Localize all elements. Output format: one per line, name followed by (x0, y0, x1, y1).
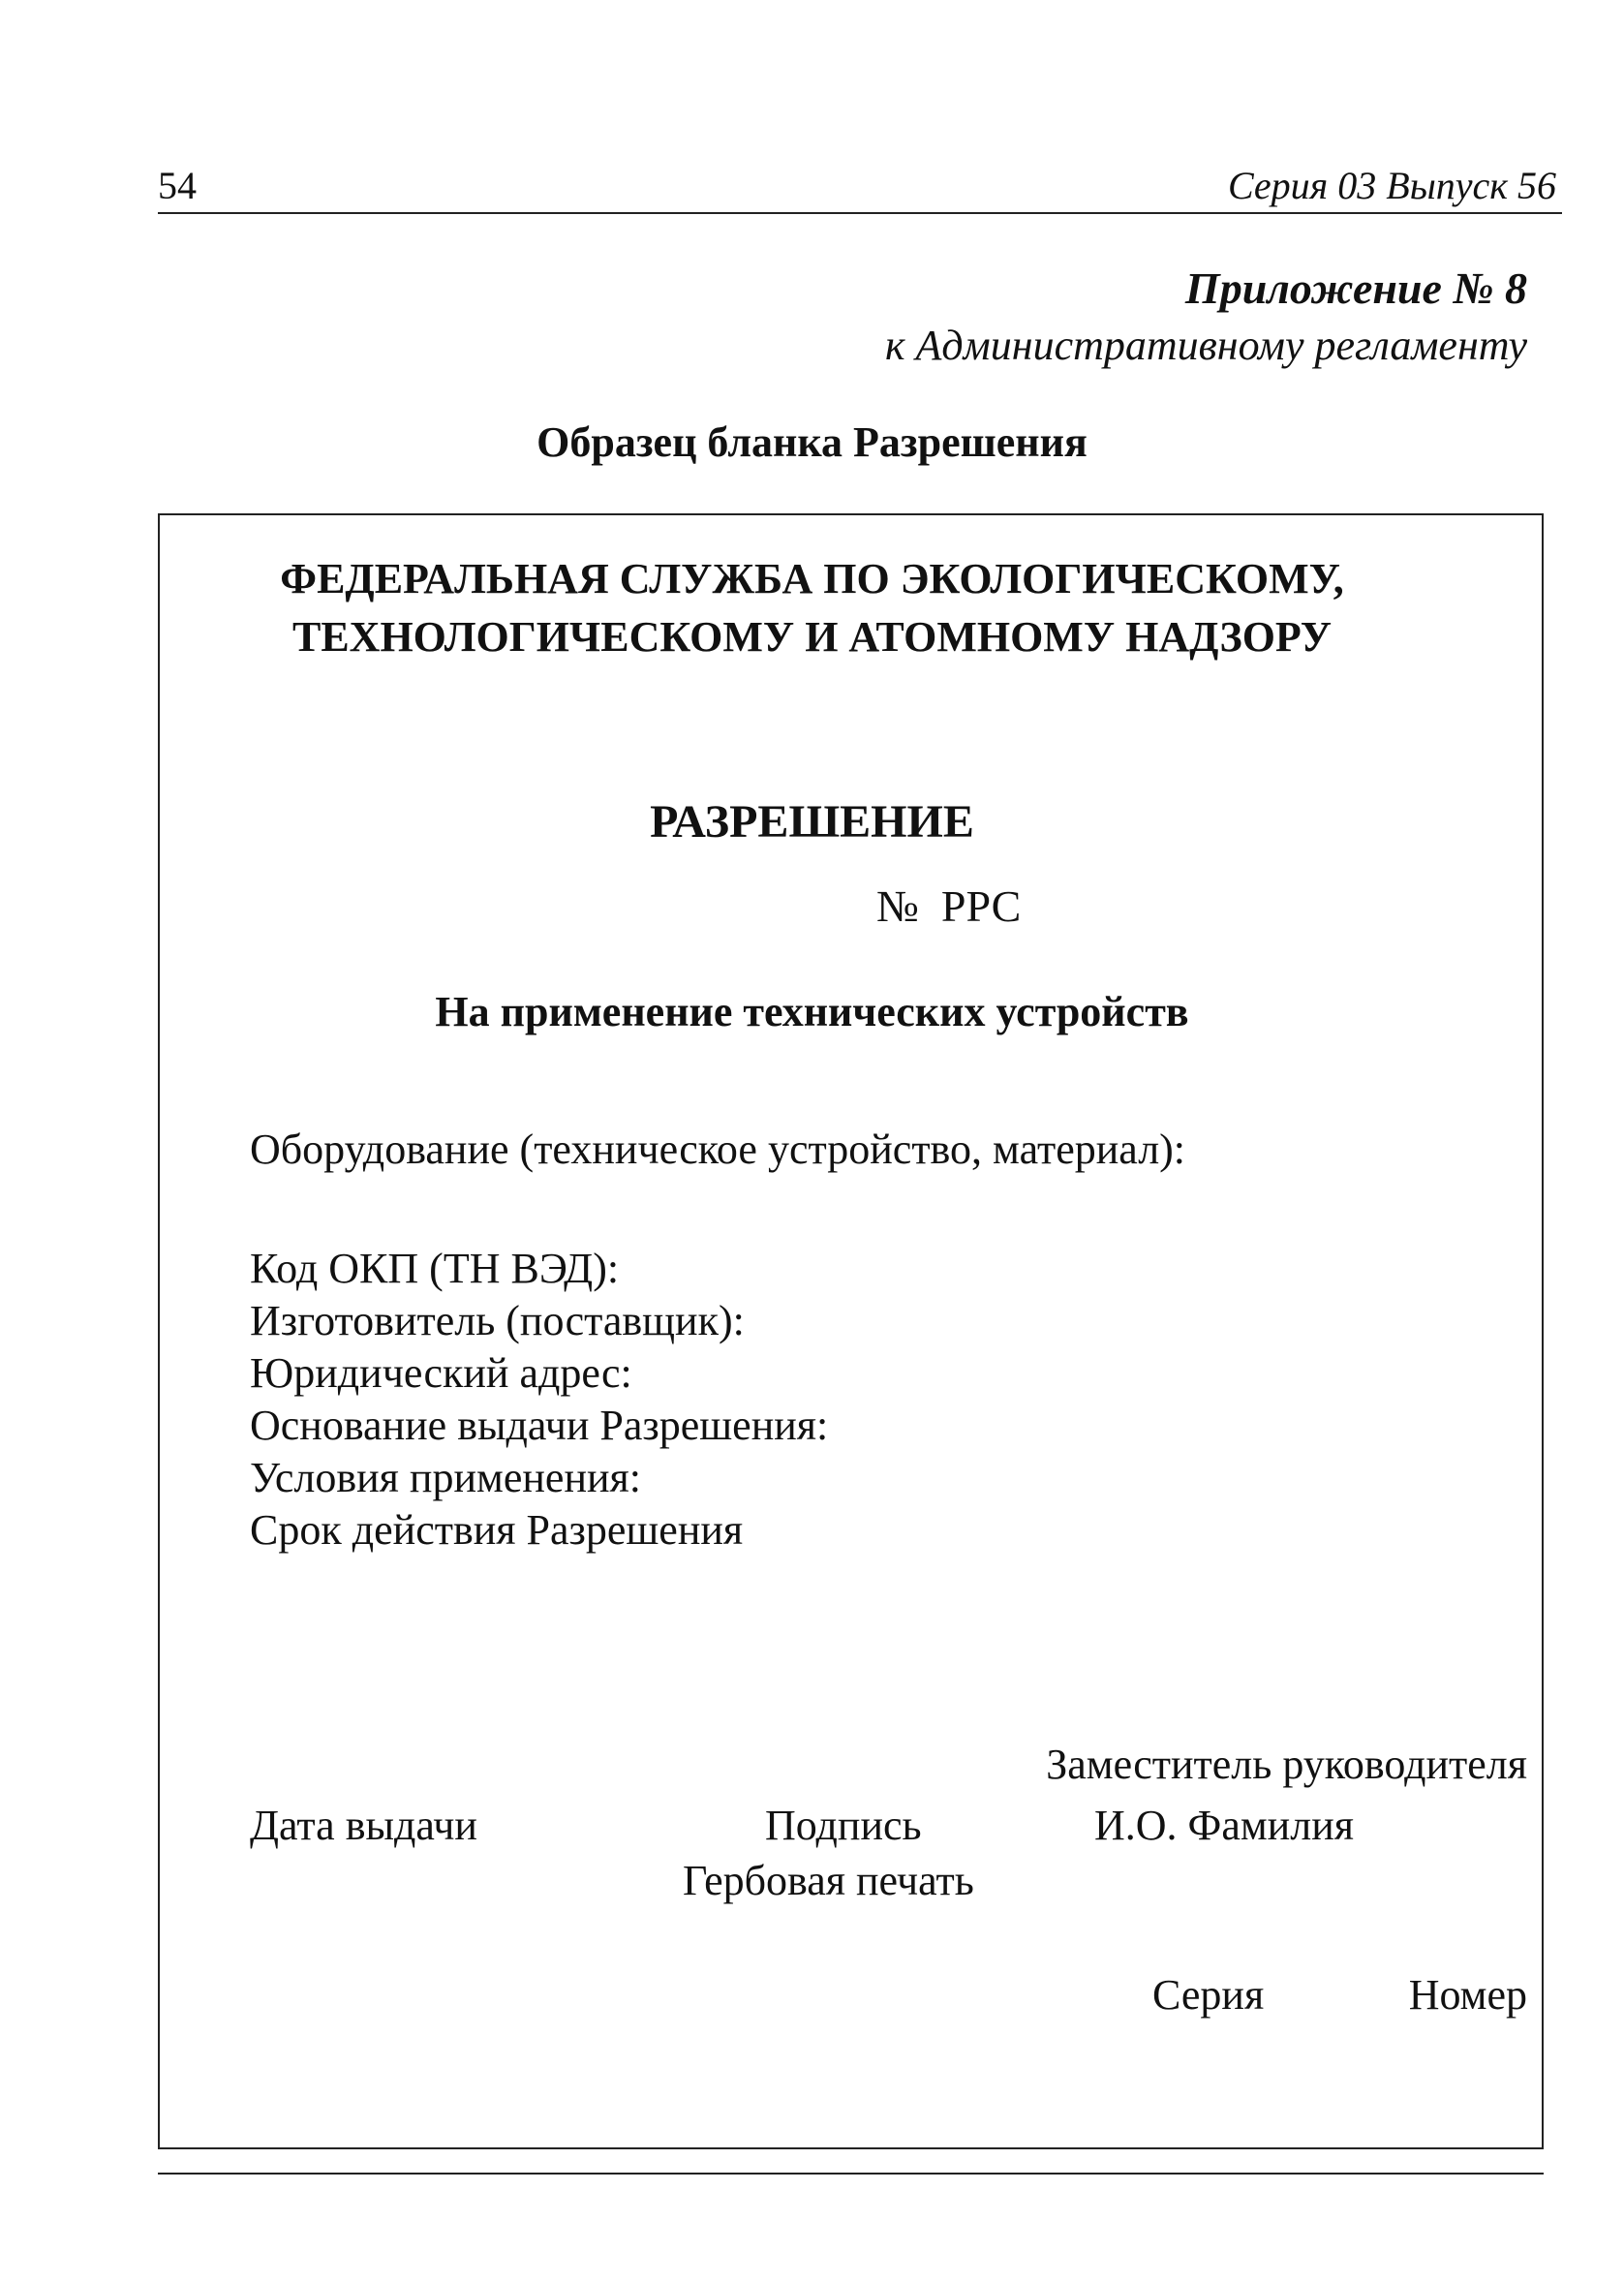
field-basis: Основание выдачи Разрешения: (250, 1402, 829, 1449)
appendix-title: Приложение № 8 (1184, 263, 1527, 313)
sample-title: Образец бланка Разрешения (536, 418, 1088, 466)
document-purpose: На применение технических устройств (435, 988, 1189, 1035)
page-number: 54 (158, 164, 197, 207)
series-issue: Серия 03 Выпуск 56 (1227, 164, 1556, 207)
signatory-position: Заместитель руководителя (1046, 1741, 1527, 1788)
agency-line-2: ТЕХНОЛОГИЧЕСКОМУ И АТОМНОМУ НАДЗОРУ (291, 613, 1333, 661)
field-manufacturer: Изготовитель (поставщик): (250, 1297, 745, 1344)
field-equipment: Оборудование (техническое устройство, материал): (250, 1126, 1186, 1173)
signature-label: Подпись (765, 1802, 922, 1849)
document-type: РАЗРЕШЕНИЕ (650, 796, 974, 848)
series-label: Серия (1152, 1971, 1265, 2019)
field-conditions: Условия применения: (250, 1454, 642, 1501)
field-validity: Срок действия Разрешения (250, 1506, 744, 1554)
field-legal-address: Юридический адрес: (250, 1349, 632, 1397)
document-number: № РРС (876, 881, 1022, 931)
header-rule (158, 212, 1562, 214)
issue-date-label: Дата выдачи (250, 1802, 477, 1849)
field-code: Код ОКП (ТН ВЭД): (250, 1245, 620, 1292)
number-label: Номер (1408, 1971, 1527, 2019)
agency-line-1: ФЕДЕРАЛЬНАЯ СЛУЖБА ПО ЭКОЛОГИЧЕСКОМУ, (280, 555, 1344, 602)
appendix-subtitle: к Административному регламенту (884, 322, 1527, 369)
bottom-rule (158, 2173, 1544, 2175)
signatory-name-label: И.О. Фамилия (1094, 1802, 1354, 1849)
seal-label: Гербовая печать (683, 1857, 974, 1904)
